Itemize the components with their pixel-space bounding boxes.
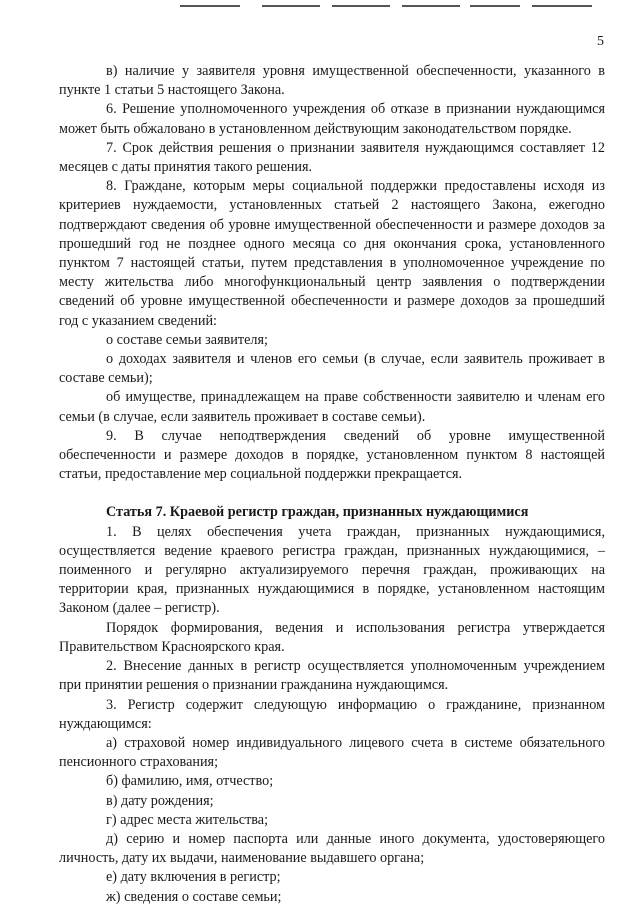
paragraph: об имуществе, принадлежащем на праве собственности заявителю и членам его семьи (в случае, если заявитель проживает в составе семьи). [59,389,605,425]
list-item: б) фамилию, имя, отчество; [106,773,274,790]
list-item: д) серию и номер паспорта или данные иного документа, удостоверяющего личность, дату их выдачи, наименование выдавшего органа; [59,830,605,867]
list-item: а) страховой номер индивидуального лицевого счета в системе обязательного пенсионного страхования; [59,734,605,771]
article-heading: Статья 7. Краевой регистр граждан, признанных нуждающимися [106,504,529,521]
paragraph: Порядок формирования, ведения и использования регистра утверждается Правительством Красноярского края. [59,619,605,655]
list-item: г) адрес места жительства; [106,811,269,828]
paragraph: 9. В случае неподтверждения сведений об уровне имущественной обеспеченности и размере доходов в порядке, установленном пунктом 8 настоящей статьи, предоставление мер социальной поддержки прекращается. [59,427,605,483]
paragraph: 3. Регистр содержит следующую информацию о гражданине, признанном нуждающимся: [59,696,605,732]
list-item: ж) сведения о составе семьи; [106,888,282,905]
paragraph: 2. Внесение данных в регистр осуществляется уполномоченным учреждением при принятии решения о признании гражданина нуждающимся. [59,658,605,694]
paragraph: о составе семьи заявителя; [106,331,268,348]
paragraph: 1. В целях обеспечения учета граждан, признанных нуждающимися, осуществляется ведение краевого регистра граждан, признанных нуждающимися, – поименного и регулярно актуализируемого перечня граждан, проживающих на территории края, признанных нуждающимися в порядке, установленном настоящим Законом (далее – регистр). [59,523,605,617]
paragraph: 7. Срок действия решения о признании заявителя нуждающимся составляет 12 месяцев с даты принятия такого решения. [59,139,605,176]
paragraph: 6. Решение уполномоченного учреждения об отказе в признании нуждающимся может быть обжаловано в установленном действующим законодательством порядке. [59,101,605,137]
paragraph: о доходах заявителя и членов его семьи (в случае, если заявитель проживает в составе семьи); [59,351,605,387]
page-number: 5 [597,34,604,49]
list-item: в) дату рождения; [106,792,214,809]
top-edge-lines [0,0,639,8]
paragraph: 8. Граждане, которым меры социальной поддержки предоставлены исходя из критериев нуждаемости, установленных статьей 2 настоящего Закона, ежегодно подтверждают сведения об уровне имущественной обеспеченности и размере доходов за прошедший год не позднее одного месяца со дня окончания срока, установленного пунктом 7 настоящей статьи, путем представления в уполномоченное учреждение по месту жительства либо многофункциональный центр заявления о подтверждении сведений об уровне имущественной обеспеченности и размере доходов за прошедший год с указанием сведений: [59,178,605,329]
list-item: е) дату включения в регистр; [106,869,281,886]
paragraph: в) наличие у заявителя уровня имущественной обеспеченности, указанного в пункте 1 статьи 5 настоящего Закона. [59,63,605,99]
document-body [59,62,605,907]
